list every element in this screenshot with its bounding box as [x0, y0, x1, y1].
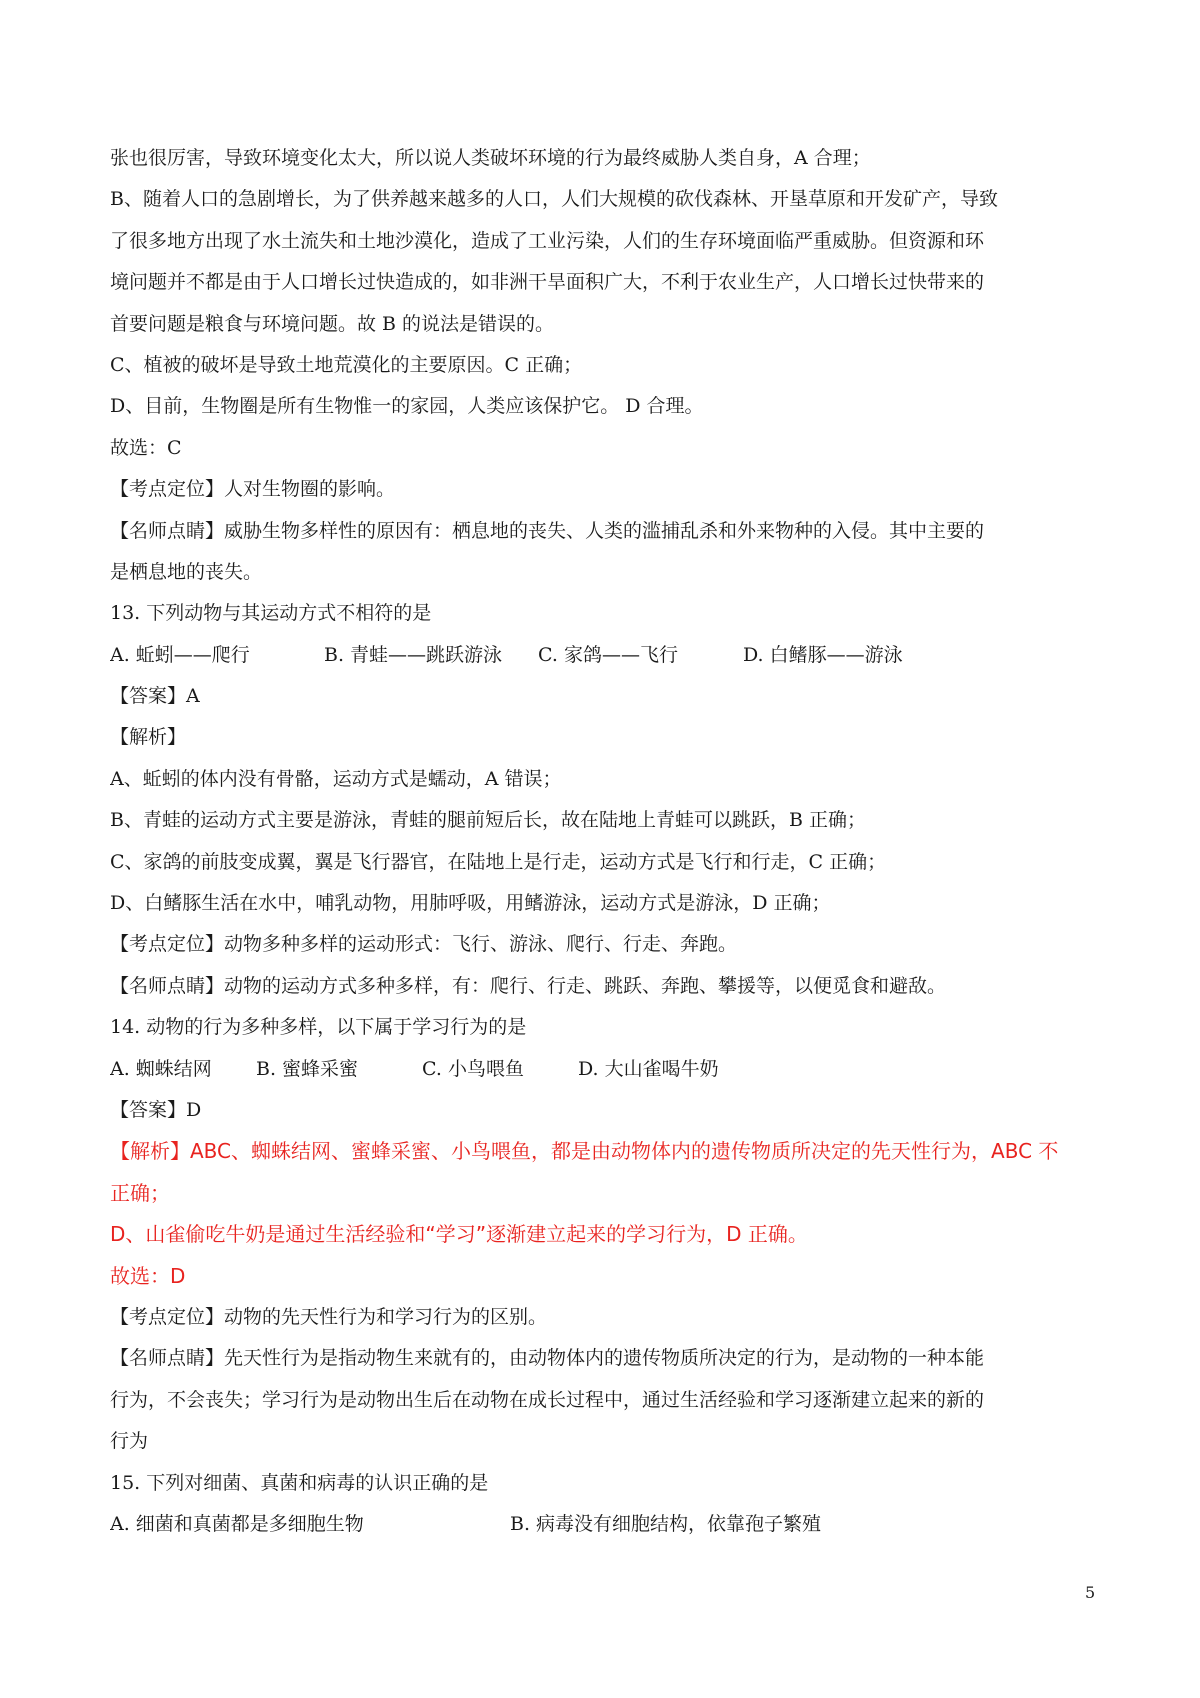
question-14-answer: 【答案】D [110, 1098, 202, 1121]
question-13-analysis-head: 【解析】 [110, 726, 187, 749]
text-line: 首要问题是粮食与环境问题。故 B 的说法是错误的。 [110, 312, 555, 335]
exam-point-line: 【考点定位】人对生物圈的影响。 [110, 478, 396, 501]
text-line: 了很多地方出现了水土流失和土地沙漠化，造成了工业污染，人们的生存环境面临严重威胁。但资源和环 [110, 229, 985, 252]
highlighted-analysis-line: D、山雀偷吃牛奶是通过生活经验和“学习”逐渐建立起来的学习行为，D 正确。 [110, 1222, 808, 1247]
question-13-answer: 【答案】A [110, 685, 200, 708]
question-13-stem: 13. 下列动物与其运动方式不相符的是 [110, 602, 432, 625]
option-b: B. 蜜蜂采蜜 [256, 1057, 359, 1080]
teacher-tip-line: 【名师点睛】威胁生物多样性的原因有：栖息地的丧失、人类的滥捕乱杀和外来物种的入侵。其中主要的 [110, 519, 985, 542]
option-c: C. 家鸽——飞行 [538, 643, 678, 666]
question-14-options [110, 1049, 1100, 1090]
option-b: B. 病毒没有细胞结构，依靠孢子繁殖 [510, 1512, 822, 1535]
option-d: D. 白鳍豚——游泳 [743, 643, 903, 666]
analysis-line: A、蚯蚓的体内没有骨骼，运动方式是蠕动，A 错误； [110, 767, 562, 790]
teacher-tip-line: 行为 [110, 1430, 149, 1453]
option-a: A. 细菌和真菌都是多细胞生物 [110, 1512, 364, 1535]
option-d: D. 大山雀喝牛奶 [578, 1057, 719, 1080]
question-15-stem: 15. 下列对细菌、真菌和病毒的认识正确的是 [110, 1471, 489, 1494]
exam-point-line: 【考点定位】动物多种多样的运动形式：飞行、游泳、爬行、行走、奔跑。 [110, 933, 738, 956]
highlighted-analysis-line: 故选：D [110, 1263, 186, 1288]
option-b: B. 青蛙——跳跃游泳 [324, 643, 503, 666]
question-15-options [110, 1504, 1100, 1545]
option-c: C. 小鸟喂鱼 [422, 1057, 524, 1080]
teacher-tip-line: 是栖息地的丧失。 [110, 560, 263, 583]
teacher-tip-line: 【名师点睛】先天性行为是指动物生来就有的，由动物体内的遗传物质所决定的行为，是动物的一种本能 [110, 1347, 985, 1370]
text-line: D、目前，生物圈是所有生物惟一的家园，人类应该保护它。 D 合理。 [110, 395, 704, 418]
teacher-tip-line: 行为，不会丧失；学习行为是动物出生后在动物在成长过程中，通过生活经验和学习逐渐建立起来的新的 [110, 1388, 985, 1411]
analysis-line: D、白鳍豚生活在水中，哺乳动物，用肺呼吸，用鳍游泳，运动方式是游泳，D 正确； [110, 892, 831, 915]
page-number: 5 [1085, 1583, 1096, 1602]
teacher-tip-line: 【名师点睛】动物的运动方式多种多样，有：爬行、行走、跳跃、奔跑、攀援等，以便觅食和避敌。 [110, 974, 947, 997]
highlighted-analysis-line: 正确； [110, 1180, 170, 1205]
text-line: 境问题并不都是由于人口增长过快造成的，如非洲干旱面积广大，不利于农业生产，人口增长过快带来的 [110, 271, 985, 294]
question-14-stem: 14. 动物的行为多种多样，以下属于学习行为的是 [110, 1016, 527, 1039]
text-line: C、植被的破坏是导致土地荒漠化的主要原因。C 正确； [110, 353, 583, 376]
question-13-options [110, 635, 1100, 676]
answer-choice-line: 故选：C [110, 436, 182, 459]
option-a: A. 蚯蚓——爬行 [110, 643, 250, 666]
option-a: A. 蜘蛛结网 [110, 1057, 212, 1080]
exam-point-line: 【考点定位】动物的先天性行为和学习行为的区别。 [110, 1305, 548, 1328]
analysis-line: C、家鸽的前肢变成翼，翼是飞行器官，在陆地上是行走，运动方式是飞行和行走，C 正确； [110, 850, 887, 873]
analysis-line: B、青蛙的运动方式主要是游泳，青蛙的腿前短后长，故在陆地上青蛙可以跳跃，B 正确； [110, 809, 866, 832]
text-line: B、随着人口的急剧增长，为了供养越来越多的人口，人们大规模的砍伐森林、开垦草原和开发矿产，导致 [110, 188, 998, 211]
highlighted-analysis-line: 【解析】ABC、蜘蛛结网、蜜蜂采蜜、小鸟喂鱼，都是由动物体内的遗传物质所决定的先天性行为，ABC 不 [110, 1139, 1059, 1164]
text-line: 张也很厉害，导致环境变化太大，所以说人类破坏环境的行为最终威胁人类自身，A 合理； [110, 147, 871, 169]
page-content [110, 138, 1100, 1545]
